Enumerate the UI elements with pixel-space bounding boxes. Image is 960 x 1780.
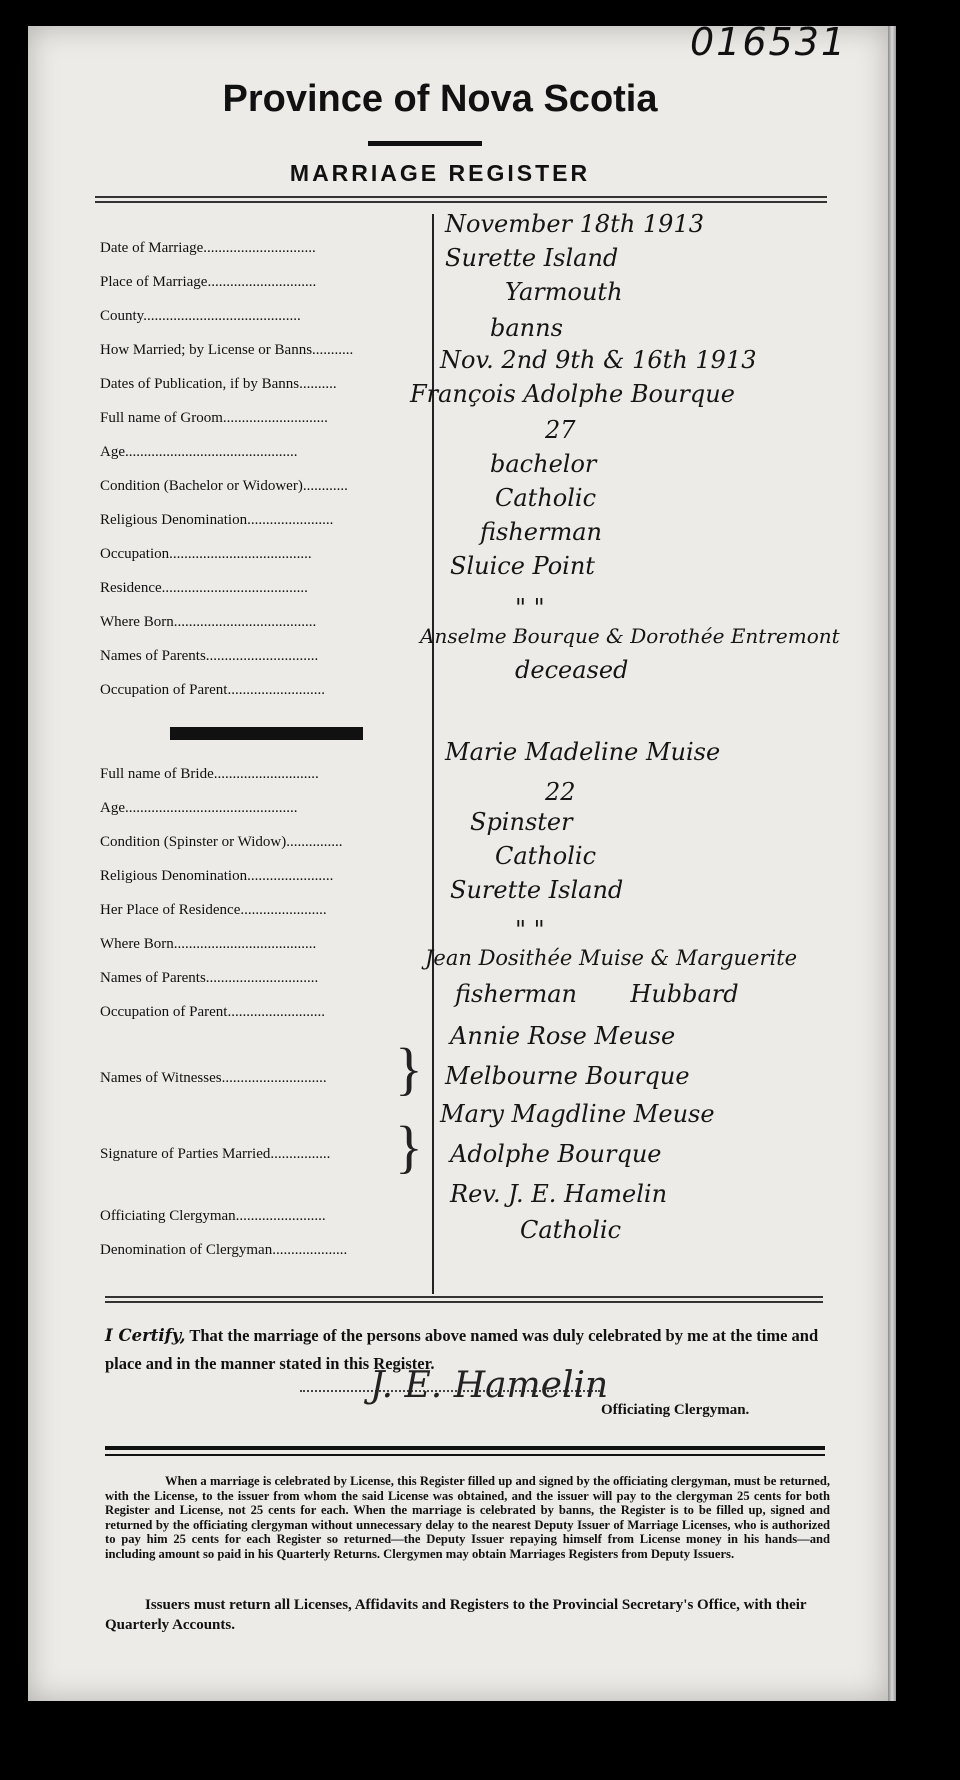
clergy-signature: J. E. Hamelin [370,1365,609,1406]
issuers-notice: Issuers must return all Licenses, Affidavits and Registers to the Provincial Secretary's Office, with their Quarterly Accounts. [105,1597,807,1633]
notice-divider-bottom [105,1454,825,1456]
field-label: Occupation of Parent.......................... [100,682,325,698]
field-label: Where Born...................................... [100,614,317,630]
field-value-date-of-marriage: November 18th 1913 [445,210,704,238]
field-value-groom-birthplace: " " [515,594,545,622]
field-value-groom-residence: Sluice Point [450,552,595,580]
column-divider [432,214,434,1294]
field-label: Names of Parents.............................. [100,648,319,664]
field-value-clergyman: Rev. J. E. Hamelin [450,1180,668,1208]
witness-1: Annie Rose Meuse [450,1022,676,1050]
field-value-how-married: banns [490,314,563,342]
signature-caption: Officiating Clergyman. [601,1402,750,1418]
title-underline [368,141,482,146]
field-label: Age.............................................. [100,444,298,460]
witness-2: Melbourne Bourque [445,1062,690,1090]
field-value-bride-parent-occupation: fisherman Hubbard [455,980,739,1008]
field-label: Place of Marriage............................. [100,274,317,290]
field-value-groom-name: François Adolphe Bourque [410,380,735,408]
field-value-groom-parent-occupation: deceased [515,656,629,684]
field-value-groom-condition: bachelor [490,450,597,478]
field-value-bride-residence: Surette Island [450,876,624,904]
field-label: Condition (Bachelor or Widower)............ [100,478,348,494]
field-label: Dates of Publication, if by Banns.......... [100,376,337,392]
field-label: Date of Marriage.............................. [100,240,316,256]
field-label: Religious Denomination....................... [100,868,334,884]
field-value-bride-religion: Catholic [495,842,597,870]
page-subtitle: MARRIAGE REGISTER [289,160,591,186]
header-divider [95,196,827,203]
paper-edge [888,26,896,1701]
signature-groom: Adolphe Bourque [450,1140,662,1168]
field-label: Age.............................................. [100,800,298,816]
signature-bride: Mary Magdline Meuse [440,1100,715,1128]
field-value-county: Yarmouth [505,278,623,306]
certify-body: That the marriage of the persons above named was duly celebrated by me at the time and place and in the manner stated in this Register. [105,1326,819,1373]
field-label: Her Place of Residence....................... [100,902,327,918]
signatures-label: Signature of Parties Married................ [100,1146,331,1162]
notice-divider-top [105,1446,825,1450]
field-label: Names of Parents.............................. [100,970,319,986]
bride-section-marker [170,727,363,740]
field-value-groom-parents: Anselme Bourque & Dorothée Entremont [420,624,840,648]
field-label: Residence....................................... [100,580,308,596]
field-label: Full name of Bride............................ [100,766,319,782]
field-value-place-of-marriage: Surette Island [445,244,619,272]
field-value-publication-dates: Nov. 2nd 9th & 16th 1913 [440,346,757,374]
field-label: Officiating Clergyman........................ [100,1208,326,1224]
signatures-brace: } [395,1114,423,1179]
field-label: Occupation of Parent.......................... [100,1004,325,1020]
field-label: Where Born...................................... [100,936,317,952]
page-title: Province of Nova Scotia [222,78,658,120]
field-label: County.......................................... [100,308,301,324]
witnesses-label: Names of Witnesses............................ [100,1070,327,1086]
field-value-bride-age: 22 [545,778,576,806]
field-value-bride-condition: Spinster [470,808,573,836]
field-label: Occupation...................................... [100,546,312,562]
field-value-bride-parents: Jean Dosithée Muise & Marguerite [425,946,798,970]
field-value-bride-birthplace: " " [515,916,545,944]
field-label: Condition (Spinster or Widow)............... [100,834,343,850]
field-label: Denomination of Clergyman.................... [100,1242,348,1258]
field-value-groom-occupation: fisherman [480,518,602,546]
field-label: How Married; by License or Banns........... [100,342,354,358]
document-number: 016531 [690,20,848,64]
field-label: Religious Denomination....................... [100,512,334,528]
field-value-groom-age: 27 [545,416,576,444]
field-value-clergy-denomination: Catholic [520,1216,622,1244]
instructions-notice: When a marriage is celebrated by License, this Register filled up and signed by the officiating clergyman, must be returned, with the License, to the issuer from whom the said License was obtained, and the issuer will pay to the clergyman 25 cents for both Register and License, not 25 cents for each. When the marriage is celebrated by banns, the Register is to be filled up, signed and returned by the officiating clergyman without unnecessary delay to the nearest Deputy Issuer of Marriage Licenses, who is authorized to pay him 25 cents for each Register so returned—the Deputy Issuer repaying himself from License money in his hands—and including amount so paid in his Quarterly Returns. Clergymen may obtain Marriages Registers from Deputy Issuers. [105,1474,830,1561]
certify-lead: I Certify, [105,1326,186,1345]
field-value-bride-name: Marie Madeline Muise [445,738,721,766]
witnesses-brace: } [395,1036,423,1101]
field-label: Full name of Groom............................ [100,410,328,426]
certify-divider [105,1296,823,1303]
field-value-groom-religion: Catholic [495,484,597,512]
